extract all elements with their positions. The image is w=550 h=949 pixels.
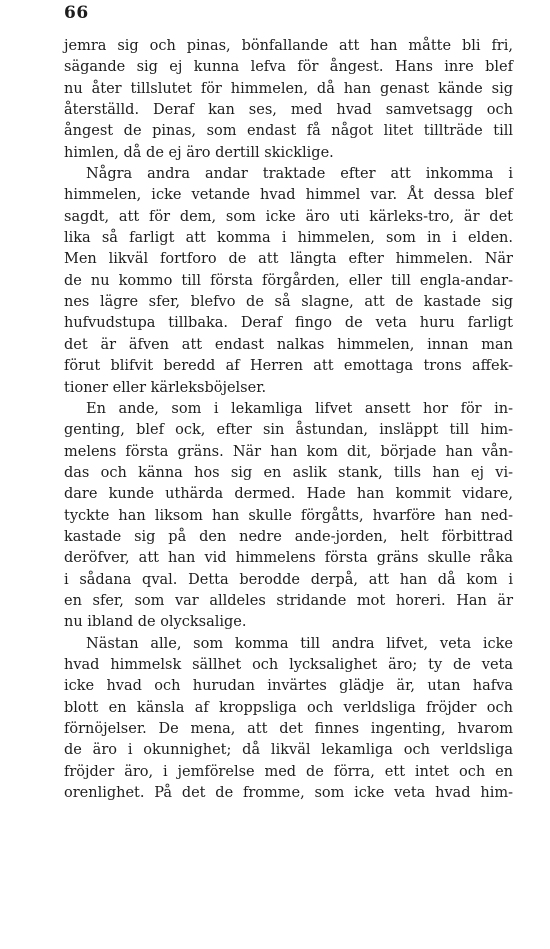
text-line: jemra sig och pinas, bönfallande att han måtte bli fri, (64, 38, 513, 54)
text-line: nu ibland de olycksalige. (64, 614, 247, 631)
text-line: en sfer, som var alldeles stridande mot horeri. Han är (64, 592, 513, 609)
text-line: sägande sig ej kunna lefva för ångest. Hans inre blef (64, 59, 513, 76)
text-line: genting, blef ock, efter sin åstundan, insläppt till him- (64, 422, 513, 439)
text-line: i sådana qval. Detta berodde derpå, att han då kom i (64, 571, 513, 588)
text-line: tyckte han liksom han skulle förgåtts, hvarföre han ned- (64, 507, 513, 524)
text-line: nes lägre sfer, blefvo de så slagne, att de kastade sig (64, 294, 513, 311)
text-line: himmelen, icke vetande hvad himmel var. Åt dessa blef (64, 187, 513, 204)
text-line: hufvudstupa tillbaka. Deraf fingo de veta huru farligt (64, 315, 513, 332)
text-line: de äro i okunnighet; då likväl lekamliga och verldsliga (64, 742, 513, 759)
page-number: 66 (64, 3, 89, 23)
body-text (64, 36, 513, 804)
text-line: dare kunde uthärda dermed. Hade han kommit vidare, (64, 486, 513, 503)
text-line: Nästan alle, som komma till andra lifvet, veta icke (86, 635, 513, 652)
text-line: de nu kommo till första förgården, eller till engla-andar- (64, 272, 513, 289)
text-line: lika så farligt att komma i himmelen, som in i elden. (64, 230, 513, 247)
text-line: återställd. Deraf kan ses, med hvad samvetsagg och (64, 102, 513, 119)
text-line: melens första gräns. När han kom dit, började han vån- (64, 443, 513, 460)
text-line: ångest de pinas, som endast få något litet tillträde till (64, 123, 513, 140)
text-line: blott en känsla af kroppsliga och verldsliga fröjder och (64, 699, 513, 716)
text-line: En ande, som i lekamliga lifvet ansett hor för in- (86, 400, 513, 417)
text-line: fröjder äro, i jemförelse med de förra, ett intet och en (64, 763, 513, 780)
text-line: Några andra andar traktade efter att inkomma i (86, 166, 513, 183)
text-line: tioner eller kärleksböjelser. (64, 379, 267, 396)
text-line: orenlighet. På det de fromme, som icke veta hvad him- (64, 785, 513, 802)
text-line: förnöjelser. De mena, att det finnes ingenting, hvarom (64, 721, 513, 737)
text-line: nu åter tillslutet för himmelen, då han genast kände sig (64, 80, 513, 97)
text-line: das och känna hos sig en aslik stank, tills han ej vi- (64, 464, 513, 481)
text-line: himlen, då de ej äro dertill skicklige. (64, 144, 334, 161)
text-line: hvad himmelsk sällhet och lycksalighet äro; ty de veta (64, 656, 513, 673)
text-line: icke hvad och hurudan invärtes glädje är, utan hafva (64, 678, 513, 695)
text-line: Men likväl fortforo de att längta efter himmelen. När (64, 251, 513, 268)
text-line: sagdt, att för dem, som icke äro uti kärleks-tro, är det (64, 208, 513, 225)
text-line: kastade sig på den nedre ande-jorden, helt förbittrad (64, 528, 513, 545)
text-line: förut blifvit beredd af Herren att emottaga trons affek- (64, 358, 513, 375)
text-line: det är äfven att endast nalkas himmelen, innan man (64, 336, 513, 353)
text-line: deröfver, att han vid himmelens första gräns skulle råka (64, 550, 513, 567)
